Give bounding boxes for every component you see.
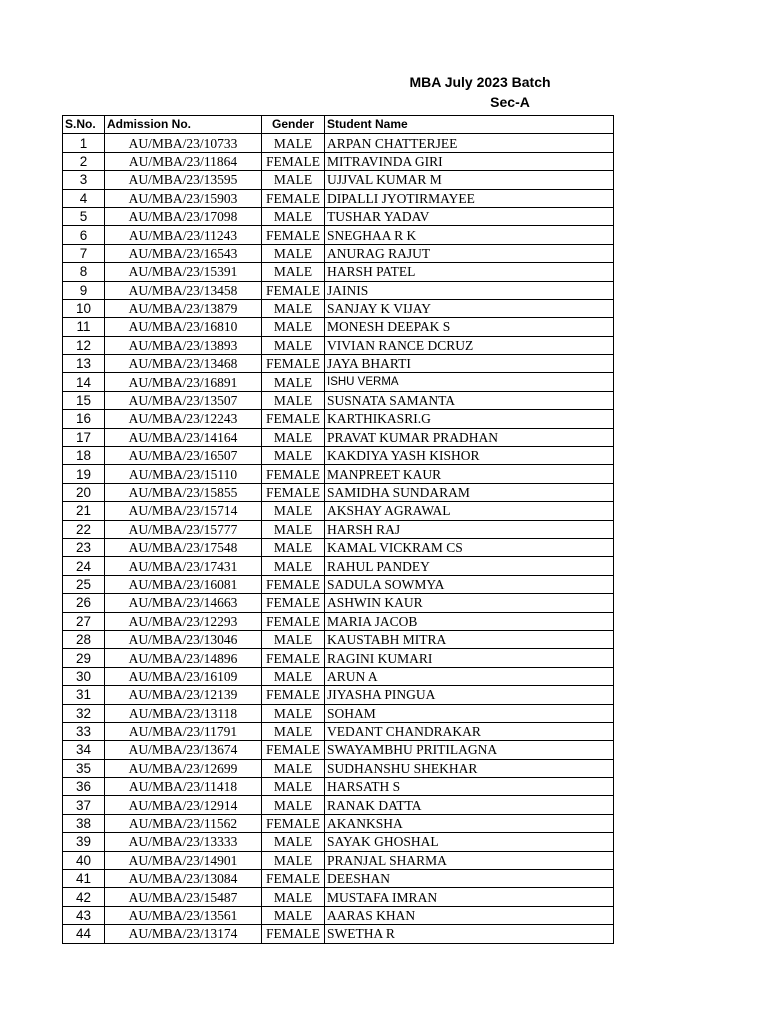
row-gender-cell: MALE [262, 134, 325, 152]
row-admission-cell: AU/MBA/23/16507 [105, 447, 262, 465]
table-row [63, 851, 614, 869]
row-sno-cell: 11 [63, 318, 105, 336]
table-row [63, 741, 614, 759]
row-gender-cell: FEMALE [262, 226, 325, 244]
row-sno-cell: 24 [63, 557, 105, 575]
row-admission-cell: AU/MBA/23/16109 [105, 667, 262, 685]
row-gender-cell: FEMALE [262, 814, 325, 832]
table-row [63, 189, 614, 207]
document-section: Sec-A [490, 94, 530, 110]
row-sno-cell: 32 [63, 704, 105, 722]
table-row [63, 796, 614, 814]
row-sno-cell: 38 [63, 814, 105, 832]
table-row [63, 667, 614, 685]
row-gender-cell: FEMALE [262, 925, 325, 943]
table-row [63, 814, 614, 832]
table-row [63, 759, 614, 777]
table-row [63, 410, 614, 428]
row-admission-cell: AU/MBA/23/13595 [105, 171, 262, 189]
table-row [63, 263, 614, 281]
row-gender-cell: MALE [262, 244, 325, 262]
row-sno-cell: 23 [63, 538, 105, 556]
row-gender-cell: MALE [262, 796, 325, 814]
row-gender-cell: FEMALE [262, 281, 325, 299]
row-sno-cell: 15 [63, 391, 105, 409]
row-gender-cell: FEMALE [262, 410, 325, 428]
row-sno-cell: 19 [63, 465, 105, 483]
row-gender-cell: MALE [262, 373, 325, 391]
row-name-cell: VIVIAN RANCE DCRUZ [325, 336, 614, 354]
row-gender-cell: MALE [262, 557, 325, 575]
row-gender-cell: FEMALE [262, 594, 325, 612]
table-body [63, 134, 614, 943]
table-row [63, 134, 614, 152]
row-name-cell: AKANKSHA [325, 814, 614, 832]
row-admission-cell: AU/MBA/23/12293 [105, 612, 262, 630]
row-sno-cell: 43 [63, 906, 105, 924]
row-name-cell: RAGINI KUMARI [325, 649, 614, 667]
row-sno-cell: 20 [63, 483, 105, 501]
row-admission-cell: AU/MBA/23/14901 [105, 851, 262, 869]
table-row [63, 318, 614, 336]
student-roster-table [62, 115, 614, 944]
row-sno-cell: 8 [63, 263, 105, 281]
row-name-cell: KAUSTABH MITRA [325, 630, 614, 648]
row-sno-cell: 17 [63, 428, 105, 446]
table-row [63, 336, 614, 354]
row-name-cell: HARSH RAJ [325, 520, 614, 538]
table-row [63, 483, 614, 501]
row-sno-cell: 40 [63, 851, 105, 869]
row-name-cell: MARIA JACOB [325, 612, 614, 630]
document-title: MBA July 2023 Batch [409, 74, 551, 90]
row-admission-cell: AU/MBA/23/16543 [105, 244, 262, 262]
row-admission-cell: AU/MBA/23/12243 [105, 410, 262, 428]
row-name-cell: KAMAL VICKRAM CS [325, 538, 614, 556]
document-title-block [380, 72, 640, 112]
row-gender-cell: FEMALE [262, 649, 325, 667]
row-name-cell: ARUN A [325, 667, 614, 685]
row-gender-cell: MALE [262, 704, 325, 722]
row-gender-cell: MALE [262, 391, 325, 409]
row-admission-cell: AU/MBA/23/12914 [105, 796, 262, 814]
row-name-cell: SUSNATA SAMANTA [325, 391, 614, 409]
row-admission-cell: AU/MBA/23/10733 [105, 134, 262, 152]
row-name-cell: HARSH PATEL [325, 263, 614, 281]
table-row [63, 226, 614, 244]
row-gender-cell: MALE [262, 778, 325, 796]
row-gender-cell: MALE [262, 299, 325, 317]
row-sno-cell: 22 [63, 520, 105, 538]
row-gender-cell: FEMALE [262, 189, 325, 207]
table-row [63, 152, 614, 170]
row-admission-cell: AU/MBA/23/15487 [105, 888, 262, 906]
row-admission-cell: AU/MBA/23/13468 [105, 355, 262, 373]
table-row [63, 465, 614, 483]
row-name-cell: AKSHAY AGRAWAL [325, 502, 614, 520]
table-row [63, 906, 614, 924]
row-admission-cell: AU/MBA/23/13084 [105, 870, 262, 888]
row-gender-cell: MALE [262, 851, 325, 869]
row-admission-cell: AU/MBA/23/13046 [105, 630, 262, 648]
row-gender-cell: FEMALE [262, 686, 325, 704]
row-sno-cell: 35 [63, 759, 105, 777]
row-gender-cell: FEMALE [262, 575, 325, 593]
table-row [63, 244, 614, 262]
table-row [63, 391, 614, 409]
row-admission-cell: AU/MBA/23/13118 [105, 704, 262, 722]
row-gender-cell: MALE [262, 759, 325, 777]
row-name-cell: ARPAN CHATTERJEE [325, 134, 614, 152]
row-admission-cell: AU/MBA/23/12699 [105, 759, 262, 777]
row-sno-cell: 25 [63, 575, 105, 593]
row-admission-cell: AU/MBA/23/15777 [105, 520, 262, 538]
row-admission-cell: AU/MBA/23/11243 [105, 226, 262, 244]
row-admission-cell: AU/MBA/23/15855 [105, 483, 262, 501]
row-name-cell: DEESHAN [325, 870, 614, 888]
row-gender-cell: MALE [262, 318, 325, 336]
row-sno-cell: 37 [63, 796, 105, 814]
row-sno-cell: 26 [63, 594, 105, 612]
header-gender: Gender [262, 116, 325, 134]
table-row [63, 925, 614, 943]
row-sno-cell: 42 [63, 888, 105, 906]
table-row [63, 373, 614, 391]
row-gender-cell: MALE [262, 667, 325, 685]
table-row [63, 447, 614, 465]
row-name-cell: MONESH DEEPAK S [325, 318, 614, 336]
row-name-cell: SANJAY K VIJAY [325, 299, 614, 317]
table-row [63, 575, 614, 593]
row-gender-cell: MALE [262, 336, 325, 354]
table-row [63, 888, 614, 906]
row-admission-cell: AU/MBA/23/11791 [105, 722, 262, 740]
row-name-cell: SWETHA R [325, 925, 614, 943]
row-admission-cell: AU/MBA/23/17098 [105, 207, 262, 225]
row-admission-cell: AU/MBA/23/13333 [105, 833, 262, 851]
row-name-cell: PRANJAL SHARMA [325, 851, 614, 869]
row-sno-cell: 39 [63, 833, 105, 851]
row-admission-cell: AU/MBA/23/16810 [105, 318, 262, 336]
row-gender-cell: MALE [262, 833, 325, 851]
row-name-cell: MUSTAFA IMRAN [325, 888, 614, 906]
row-admission-cell: AU/MBA/23/13893 [105, 336, 262, 354]
row-gender-cell: FEMALE [262, 483, 325, 501]
row-sno-cell: 9 [63, 281, 105, 299]
row-admission-cell: AU/MBA/23/13174 [105, 925, 262, 943]
row-sno-cell: 21 [63, 502, 105, 520]
row-admission-cell: AU/MBA/23/13674 [105, 741, 262, 759]
table-row [63, 778, 614, 796]
row-admission-cell: AU/MBA/23/17431 [105, 557, 262, 575]
table-row [63, 722, 614, 740]
row-sno-cell: 12 [63, 336, 105, 354]
row-sno-cell: 7 [63, 244, 105, 262]
row-gender-cell: MALE [262, 722, 325, 740]
row-sno-cell: 44 [63, 925, 105, 943]
row-name-cell: SAMIDHA SUNDARAM [325, 483, 614, 501]
row-name-cell: SAYAK GHOSHAL [325, 833, 614, 851]
table-row [63, 428, 614, 446]
row-sno-cell: 1 [63, 134, 105, 152]
row-sno-cell: 13 [63, 355, 105, 373]
row-sno-cell: 4 [63, 189, 105, 207]
row-name-cell: SNEGHAA R K [325, 226, 614, 244]
row-name-cell: JIYASHA PINGUA [325, 686, 614, 704]
row-admission-cell: AU/MBA/23/11418 [105, 778, 262, 796]
row-sno-cell: 34 [63, 741, 105, 759]
row-admission-cell: AU/MBA/23/17548 [105, 538, 262, 556]
table-row [63, 557, 614, 575]
row-gender-cell: MALE [262, 447, 325, 465]
row-name-cell: SUDHANSHU SHEKHAR [325, 759, 614, 777]
table-row [63, 686, 614, 704]
row-admission-cell: AU/MBA/23/13561 [105, 906, 262, 924]
header-sno: S.No. [63, 116, 105, 134]
row-admission-cell: AU/MBA/23/14663 [105, 594, 262, 612]
row-gender-cell: FEMALE [262, 741, 325, 759]
row-name-cell: ASHWIN KAUR [325, 594, 614, 612]
row-sno-cell: 27 [63, 612, 105, 630]
row-admission-cell: AU/MBA/23/11562 [105, 814, 262, 832]
table-row [63, 538, 614, 556]
row-admission-cell: AU/MBA/23/11864 [105, 152, 262, 170]
row-name-cell: SWAYAMBHU PRITILAGNA [325, 741, 614, 759]
row-name-cell: ANURAG RAJUT [325, 244, 614, 262]
row-name-cell: HARSATH S [325, 778, 614, 796]
row-gender-cell: MALE [262, 630, 325, 648]
header-student-name: Student Name [325, 116, 614, 134]
row-sno-cell: 5 [63, 207, 105, 225]
row-sno-cell: 10 [63, 299, 105, 317]
row-gender-cell: MALE [262, 207, 325, 225]
table-row [63, 207, 614, 225]
row-name-cell: KAKDIYA YASH KISHOR [325, 447, 614, 465]
row-sno-cell: 41 [63, 870, 105, 888]
row-name-cell: KARTHIKASRI.G [325, 410, 614, 428]
row-sno-cell: 14 [63, 373, 105, 391]
row-name-cell: MANPREET KAUR [325, 465, 614, 483]
row-name-cell: RANAK DATTA [325, 796, 614, 814]
row-gender-cell: FEMALE [262, 465, 325, 483]
row-name-cell: AARAS KHAN [325, 906, 614, 924]
row-gender-cell: MALE [262, 888, 325, 906]
row-name-cell: DIPALLI JYOTIRMAYEE [325, 189, 614, 207]
table-row [63, 355, 614, 373]
row-gender-cell: MALE [262, 171, 325, 189]
table-row [63, 281, 614, 299]
row-name-cell: UJJVAL KUMAR M [325, 171, 614, 189]
table-row [63, 594, 614, 612]
row-name-cell: TUSHAR YADAV [325, 207, 614, 225]
table-row [63, 704, 614, 722]
row-gender-cell: MALE [262, 502, 325, 520]
row-name-cell: JAINIS [325, 281, 614, 299]
row-gender-cell: FEMALE [262, 355, 325, 373]
row-name-cell: RAHUL PANDEY [325, 557, 614, 575]
table-row [63, 299, 614, 317]
row-gender-cell: FEMALE [262, 870, 325, 888]
row-sno-cell: 6 [63, 226, 105, 244]
row-sno-cell: 30 [63, 667, 105, 685]
table-row [63, 612, 614, 630]
row-sno-cell: 33 [63, 722, 105, 740]
table-row [63, 171, 614, 189]
row-sno-cell: 16 [63, 410, 105, 428]
row-sno-cell: 29 [63, 649, 105, 667]
row-admission-cell: AU/MBA/23/14896 [105, 649, 262, 667]
row-gender-cell: MALE [262, 263, 325, 281]
row-sno-cell: 28 [63, 630, 105, 648]
row-admission-cell: AU/MBA/23/12139 [105, 686, 262, 704]
row-name-cell: MITRAVINDA GIRI [325, 152, 614, 170]
row-sno-cell: 18 [63, 447, 105, 465]
row-gender-cell: MALE [262, 428, 325, 446]
row-admission-cell: AU/MBA/23/15110 [105, 465, 262, 483]
table-header-row [63, 116, 614, 134]
header-admission-no: Admission No. [105, 116, 262, 134]
row-admission-cell: AU/MBA/23/16081 [105, 575, 262, 593]
row-sno-cell: 3 [63, 171, 105, 189]
row-gender-cell: MALE [262, 520, 325, 538]
row-admission-cell: AU/MBA/23/13458 [105, 281, 262, 299]
row-admission-cell: AU/MBA/23/13507 [105, 391, 262, 409]
row-admission-cell: AU/MBA/23/15714 [105, 502, 262, 520]
row-name-cell: ISHU VERMA [325, 373, 614, 391]
row-admission-cell: AU/MBA/23/14164 [105, 428, 262, 446]
table-row [63, 649, 614, 667]
row-admission-cell: AU/MBA/23/15903 [105, 189, 262, 207]
row-gender-cell: MALE [262, 906, 325, 924]
row-name-cell: JAYA BHARTI [325, 355, 614, 373]
row-gender-cell: FEMALE [262, 152, 325, 170]
table-row [63, 520, 614, 538]
row-admission-cell: AU/MBA/23/16891 [105, 373, 262, 391]
row-name-cell: SOHAM [325, 704, 614, 722]
table-row [63, 630, 614, 648]
table-row [63, 833, 614, 851]
row-sno-cell: 36 [63, 778, 105, 796]
row-sno-cell: 2 [63, 152, 105, 170]
row-gender-cell: MALE [262, 538, 325, 556]
row-gender-cell: FEMALE [262, 612, 325, 630]
row-name-cell: SADULA SOWMYA [325, 575, 614, 593]
row-sno-cell: 31 [63, 686, 105, 704]
row-admission-cell: AU/MBA/23/15391 [105, 263, 262, 281]
table-row [63, 502, 614, 520]
row-name-cell: VEDANT CHANDRAKAR [325, 722, 614, 740]
table-row [63, 870, 614, 888]
row-admission-cell: AU/MBA/23/13879 [105, 299, 262, 317]
row-name-cell: PRAVAT KUMAR PRADHAN [325, 428, 614, 446]
